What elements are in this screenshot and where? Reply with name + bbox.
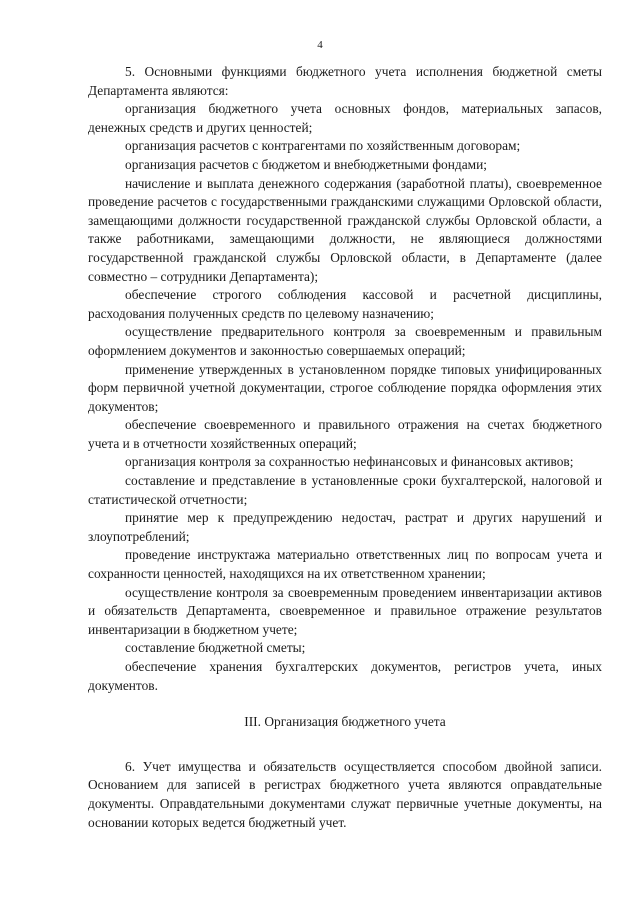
function-item: организация расчетов с бюджетом и внебюджетными фондами; [125, 156, 488, 172]
function-item: составление бюджетной сметы; [125, 640, 306, 656]
function-item: обеспечение строгого соблюдения кассовой и расчетной дисциплины, расходования полученных средств по целевому назначению; [88, 287, 602, 321]
function-item: осуществление контроля за своевременным проведением инвентаризации активов и обязательств Департамента, своевременное и правильное отражение результатов инвентаризации в бюджетном учете; [88, 584, 602, 637]
functions-list [88, 100, 602, 695]
function-item: обеспечение своевременного и правильного отражения на счетах бюджетного учета и в отчетности хозяйственных операций; [88, 417, 602, 451]
functions-intro: 5. Основными функциями бюджетного учета исполнения бюджетной сметы Департамента являются: [88, 64, 602, 98]
function-item: проведение инструктажа материально ответственных лиц по вопросам учета и сохранности ценностей, находящихся на их ответственном хранении; [88, 547, 602, 582]
function-item: организация бюджетного учета основных фондов, материальных запасов, денежных средств и других ценностей; [88, 101, 602, 135]
function-item: составление и представление в установленные сроки бухгалтерской, налоговой и статистической отчетности; [88, 473, 602, 507]
function-item: применение утвержденных в установленном порядке типовых унифицированных форм первичной учетной документации, строгое соблюдение порядка оформления этих документов; [88, 361, 602, 414]
paragraph-6: 6. Учет имущества и обязательств осуществляется способом двойной записи. Основанием для записей в регистрах бюджетного учета являются оправдательные документы. Оправдательными документами служат первичные учетные документы, на основании которых ведется бюджетный учет. [88, 758, 602, 830]
section-heading: III. Организация бюджетного учета [244, 714, 446, 730]
document-body [88, 63, 602, 832]
function-item: организация расчетов с контрагентами по хозяйственным договорам; [125, 138, 521, 154]
function-item: осуществление предварительного контроля за своевременным и правильным оформлением документов и законностью совершаемых операций; [88, 324, 602, 358]
page-number: 4 [317, 39, 323, 51]
function-item: начисление и выплата денежного содержания (заработной платы), своевременное проведение расчетов с государственными гражданскими служащими Орловской области, замещающими должности государственной гражданской службы Орловской области, а также работниками, замещающими должности, не являющиеся должностями государственной гражданской службы Орловской области, в Департаменте (далее совместно – сотрудники Департамента); [88, 175, 602, 284]
function-item: обеспечение хранения бухгалтерских документов, регистров учета, иных документов. [88, 659, 602, 693]
function-item: организация контроля за сохранностью нефинансовых и финансовых активов; [125, 454, 574, 470]
function-item: принятие мер к предупреждению недостач, растрат и других нарушений и злоупотреблений; [88, 510, 602, 544]
